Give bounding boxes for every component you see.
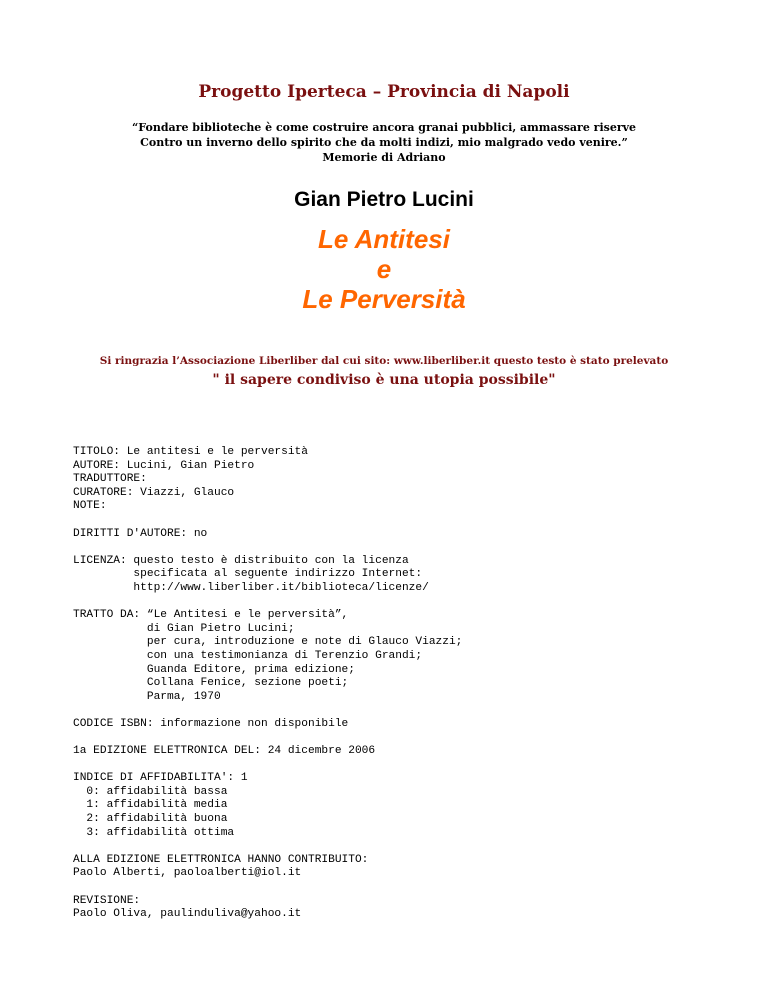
metadata-line: Guanda Editore, prima edizione; <box>73 663 355 676</box>
metadata-line: Collana Fenice, sezione poeti; <box>73 677 349 690</box>
metadata-line: 1a EDIZIONE ELETTRONICA DEL: 24 dicembre 2006 <box>73 745 376 758</box>
metadata-spacer <box>73 541 753 555</box>
metadata-spacer <box>73 759 753 773</box>
quote-line: Contro un inverno dello spirito che da molti indizi, mio malgrado vedo venire.” <box>140 136 628 149</box>
quote-attribution: Memorie di Adriano <box>322 151 446 164</box>
metadata-line: specificata al seguente indirizzo Internet: <box>73 568 423 581</box>
metadata-line: AUTORE: Lucini, Gian Pietro <box>73 459 255 472</box>
metadata-line: Paolo Alberti, paoloalberti@iol.it <box>73 867 302 880</box>
epigraph-quote <box>0 120 768 165</box>
metadata-line: NOTE: <box>73 500 107 513</box>
metadata-line: con una testimonianza di Terenzio Grandi; <box>73 649 423 662</box>
book-title-line: Le Antitesi <box>318 224 450 254</box>
metadata-line: INDICE DI AFFIDABILITA': 1 <box>73 772 248 785</box>
acknowledgement-text: Si ringrazia l’Associazione Liberliber dal cui sito: www.liberliber.it questo testo è stato prelevato <box>99 355 669 367</box>
author-name: Gian Pietro Lucini <box>294 188 474 211</box>
metadata-line: 3: affidabilità ottima <box>73 826 235 839</box>
metadata-block <box>73 446 753 922</box>
metadata-spacer <box>73 881 753 895</box>
metadata-line: per cura, introduzione e note di Glauco Viazzi; <box>73 636 463 649</box>
book-title <box>0 224 768 314</box>
metadata-spacer <box>73 731 753 745</box>
project-title: Progetto Iperteca – Provincia di Napoli <box>198 82 570 102</box>
metadata-line: 1: affidabilità media <box>73 799 228 812</box>
book-title-line: e <box>376 254 392 284</box>
metadata-spacer <box>73 840 753 854</box>
metadata-line: ALLA EDIZIONE ELETTRONICA HANNO CONTRIBUITO: <box>73 853 369 866</box>
metadata-line: TRADUTTORE: <box>73 473 147 486</box>
metadata-spacer <box>73 596 753 610</box>
metadata-line: http://www.liberliber.it/biblioteca/licenze/ <box>73 581 429 594</box>
motto-text: " il sapere condiviso è una utopia possibile" <box>212 372 556 388</box>
metadata-line: LICENZA: questo testo è distribuito con la licenza <box>73 554 409 567</box>
metadata-line: REVISIONE: <box>73 894 141 907</box>
metadata-line: di Gian Pietro Lucini; <box>73 622 295 635</box>
metadata-line: CURATORE: Viazzi, Glauco <box>73 486 235 499</box>
metadata-line: 0: affidabilità bassa <box>73 785 228 798</box>
metadata-spacer <box>73 704 753 718</box>
metadata-line: TRATTO DA: “Le Antitesi e le perversità”, <box>73 609 349 622</box>
metadata-line: CODICE ISBN: informazione non disponibile <box>73 717 349 730</box>
metadata-line: Parma, 1970 <box>73 690 221 703</box>
book-title-line: Le Perversità <box>302 284 466 314</box>
metadata-line: 2: affidabilità buona <box>73 813 228 826</box>
metadata-line: Paolo Oliva, paulinduliva@yahoo.it <box>73 908 302 921</box>
metadata-line: DIRITTI D'AUTORE: no <box>73 527 208 540</box>
metadata-line: TITOLO: Le antitesi e le perversità <box>73 446 308 458</box>
metadata-spacer <box>73 514 753 528</box>
quote-line: “Fondare biblioteche è come costruire ancora granai pubblici, ammassare riserve <box>131 121 637 134</box>
